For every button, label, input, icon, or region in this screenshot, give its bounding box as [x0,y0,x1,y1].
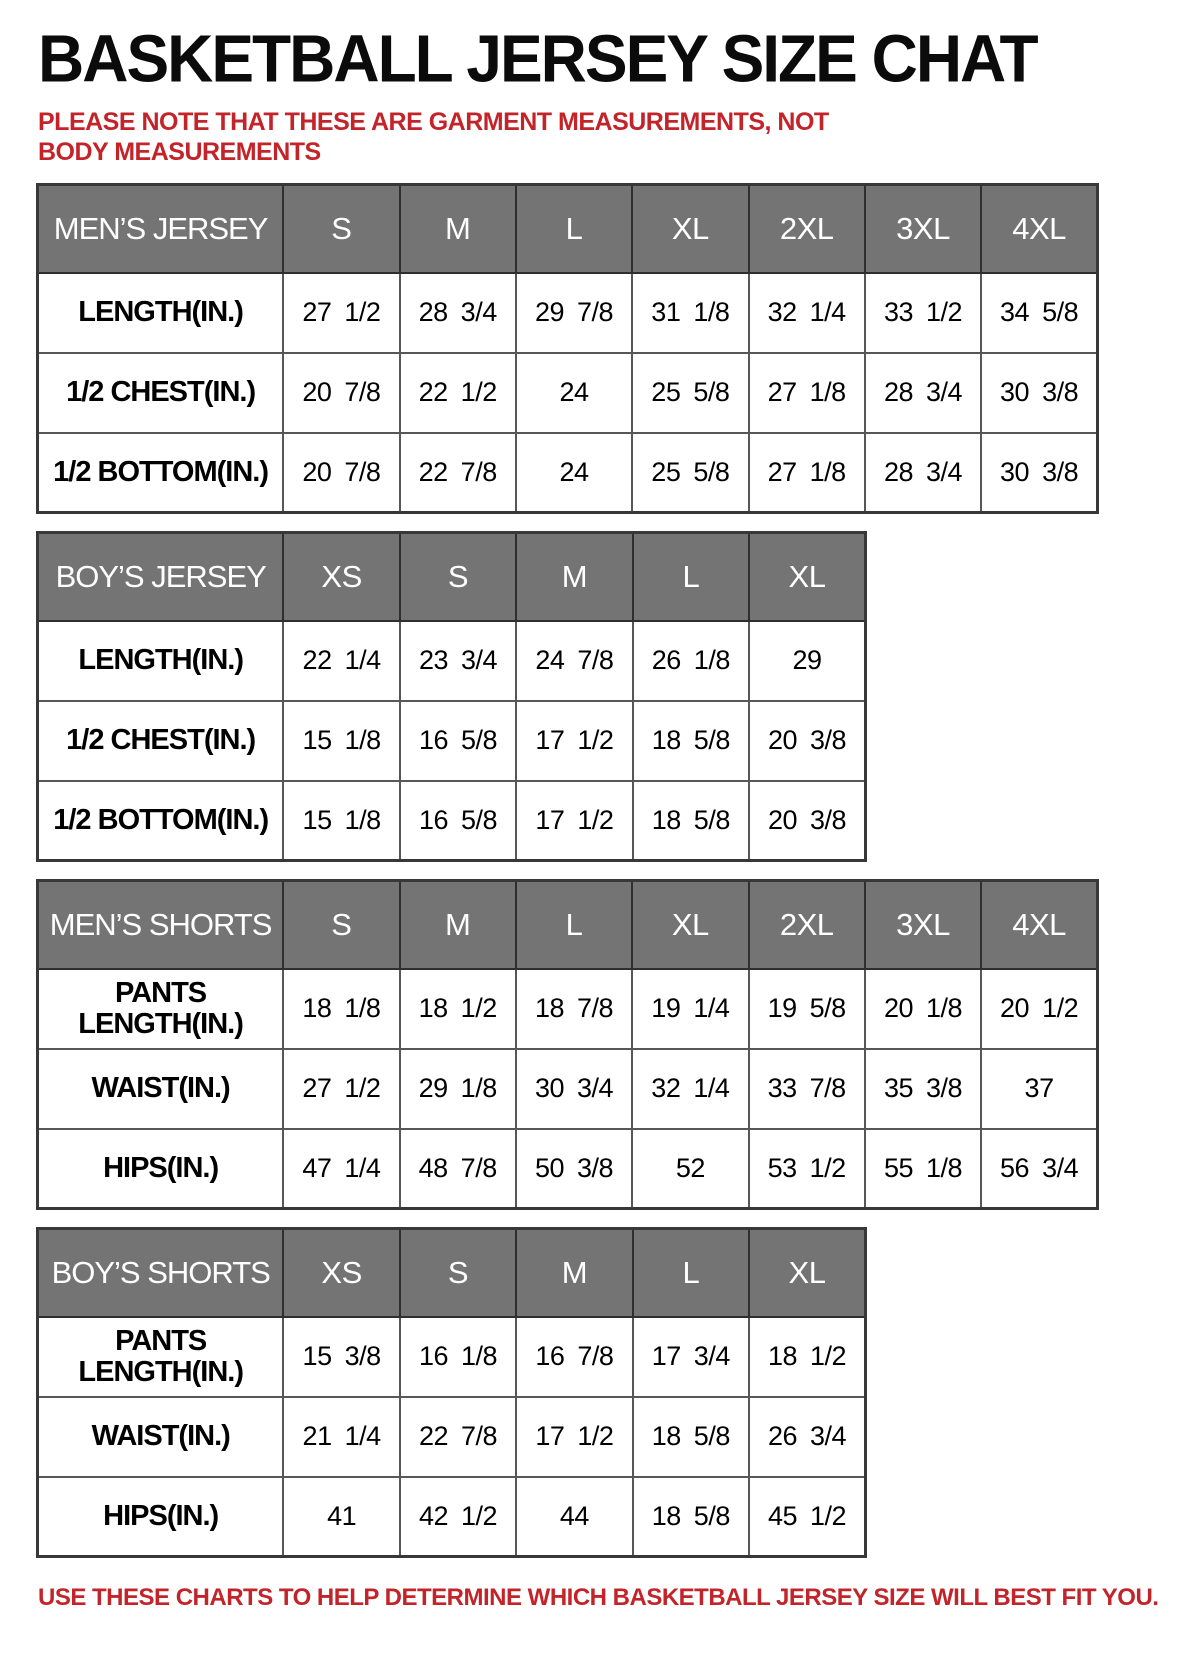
size-table-3 [36,879,1099,1210]
measurement-value: 18 5/8 [633,701,749,781]
garment-measurements-note: PLEASE NOTE THAT THESE ARE GARMENT MEASUREMENTS, NOT BODY MEASUREMENTS [38,108,829,166]
measurement-value: 23 3/4 [400,621,516,701]
measurement-label: HIPS(IN.) [38,1477,284,1557]
size-table-2 [36,531,867,862]
measurement-value: 29 [749,621,865,701]
measurement-value: 35 3/8 [865,1049,981,1129]
measurement-value: 29 7/8 [516,273,632,353]
measurement-value: 18 1/8 [283,969,399,1049]
measurement-value: 18 5/8 [633,1397,749,1477]
measurement-value: 52 [632,1129,748,1209]
measurement-value: 48 7/8 [400,1129,516,1209]
measurement-value: 20 1/8 [865,969,981,1049]
size-column-header: L [633,1229,749,1317]
size-column-header: M [516,533,632,621]
measurement-row [38,1477,866,1557]
size-column-header: XL [632,881,748,969]
table-title-cell: MEN’S SHORTS [38,881,284,969]
size-column-header: 3XL [865,881,981,969]
header-row [38,185,1098,273]
measurement-label: 1/2 BOTTOM(IN.) [38,781,284,861]
size-column-header: 4XL [981,881,1097,969]
measurement-value: 25 5/8 [632,433,748,513]
measurement-label: PANTS LENGTH(IN.) [38,1317,284,1397]
measurement-value: 25 5/8 [632,353,748,433]
measurement-value: 32 1/4 [749,273,865,353]
measurement-value: 53 1/2 [749,1129,865,1209]
size-column-header: XS [283,533,399,621]
measurement-value: 32 1/4 [632,1049,748,1129]
size-column-header: L [633,533,749,621]
size-column-header: XL [749,533,865,621]
measurement-value: 18 5/8 [633,1477,749,1557]
measurement-value: 45 1/2 [749,1477,865,1557]
measurement-value: 55 1/8 [865,1129,981,1209]
measurement-value: 18 5/8 [633,781,749,861]
size-column-header: 2XL [749,881,865,969]
measurement-value: 15 3/8 [283,1317,399,1397]
size-column-header: M [400,185,516,273]
measurement-label: LENGTH(IN.) [38,273,284,353]
size-tables-container [36,183,1170,1558]
size-column-header: 4XL [981,185,1097,273]
measurement-value: 33 7/8 [749,1049,865,1129]
measurement-value: 26 1/8 [633,621,749,701]
measurement-value: 50 3/8 [516,1129,632,1209]
size-column-header: S [400,1229,516,1317]
measurement-value: 27 1/2 [283,273,399,353]
measurement-value: 22 7/8 [400,433,516,513]
measurement-row [38,1049,1098,1129]
measurement-value: 20 3/8 [749,781,865,861]
measurement-value: 24 [516,433,632,513]
measurement-value: 28 3/4 [865,353,981,433]
size-column-header: 3XL [865,185,981,273]
measurement-value: 22 7/8 [400,1397,516,1477]
measurement-value: 20 7/8 [283,433,399,513]
measurement-label: WAIST(IN.) [38,1397,284,1477]
measurement-value: 17 1/2 [516,701,632,781]
measurement-value: 28 3/4 [400,273,516,353]
header-row [38,533,866,621]
size-column-header: L [516,185,632,273]
size-column-header: L [516,881,632,969]
measurement-value: 21 1/4 [283,1397,399,1477]
measurement-value: 17 3/4 [633,1317,749,1397]
measurement-value: 27 1/2 [283,1049,399,1129]
table-title-cell: BOY’S SHORTS [38,1229,284,1317]
measurement-value: 30 3/8 [981,353,1097,433]
size-table-4 [36,1227,867,1558]
measurement-row [38,1397,866,1477]
page-title: BASKETBALL JERSEY SIZE CHAT [38,21,1037,96]
measurement-value: 18 1/2 [749,1317,865,1397]
measurement-row [38,781,866,861]
measurement-value: 24 7/8 [516,621,632,701]
measurement-value: 18 1/2 [400,969,516,1049]
size-table-1 [36,183,1099,514]
table-title-cell: BOY’S JERSEY [38,533,284,621]
measurement-row [38,969,1098,1049]
measurement-value: 22 1/4 [283,621,399,701]
measurement-value: 44 [516,1477,632,1557]
measurement-value: 16 5/8 [400,701,516,781]
header-row [38,1229,866,1317]
header-row [38,881,1098,969]
measurement-label: PANTS LENGTH(IN.) [38,969,284,1049]
measurement-value: 42 1/2 [400,1477,516,1557]
measurement-label: 1/2 CHEST(IN.) [38,701,284,781]
measurement-value: 20 7/8 [283,353,399,433]
measurement-value: 30 3/8 [981,433,1097,513]
measurement-value: 22 1/2 [400,353,516,433]
measurement-row [38,621,866,701]
measurement-value: 26 3/4 [749,1397,865,1477]
measurement-value: 27 1/8 [749,353,865,433]
size-column-header: M [400,881,516,969]
measurement-row [38,1129,1098,1209]
measurement-value: 27 1/8 [749,433,865,513]
measurement-value: 28 3/4 [865,433,981,513]
best-fit-note: USE THESE CHARTS TO HELP DETERMINE WHICH BASKETBALL JERSEY SIZE WILL BEST FIT YOU. [38,1584,1159,1611]
measurement-value: 41 [283,1477,399,1557]
size-column-header: S [283,185,399,273]
measurement-value: 15 1/8 [283,781,399,861]
measurement-value: 19 1/4 [632,969,748,1049]
table-title-cell: MEN’S JERSEY [38,185,284,273]
measurement-value: 34 5/8 [981,273,1097,353]
measurement-label: HIPS(IN.) [38,1129,284,1209]
size-chart-page [36,20,1170,1612]
measurement-value: 16 5/8 [400,781,516,861]
measurement-value: 16 7/8 [516,1317,632,1397]
measurement-value: 17 1/2 [516,781,632,861]
measurement-row [38,273,1098,353]
measurement-value: 24 [516,353,632,433]
size-column-header: XL [632,185,748,273]
measurement-row [38,1317,866,1397]
measurement-value: 30 3/4 [516,1049,632,1129]
measurement-label: 1/2 BOTTOM(IN.) [38,433,284,513]
measurement-value: 29 1/8 [400,1049,516,1129]
size-column-header: M [516,1229,632,1317]
measurement-value: 15 1/8 [283,701,399,781]
measurement-value: 56 3/4 [981,1129,1097,1209]
size-column-header: S [283,881,399,969]
measurement-value: 20 1/2 [981,969,1097,1049]
measurement-value: 19 5/8 [749,969,865,1049]
measurement-row [38,701,866,781]
measurement-value: 18 7/8 [516,969,632,1049]
size-column-header: 2XL [749,185,865,273]
measurement-value: 33 1/2 [865,273,981,353]
measurement-label: WAIST(IN.) [38,1049,284,1129]
measurement-row [38,433,1098,513]
measurement-label: 1/2 CHEST(IN.) [38,353,284,433]
size-column-header: S [400,533,516,621]
measurement-value: 37 [981,1049,1097,1129]
measurement-value: 16 1/8 [400,1317,516,1397]
size-column-header: XS [283,1229,399,1317]
measurement-value: 17 1/2 [516,1397,632,1477]
size-column-header: XL [749,1229,865,1317]
measurement-value: 31 1/8 [632,273,748,353]
measurement-label: LENGTH(IN.) [38,621,284,701]
measurement-value: 20 3/8 [749,701,865,781]
measurement-value: 47 1/4 [283,1129,399,1209]
measurement-row [38,353,1098,433]
